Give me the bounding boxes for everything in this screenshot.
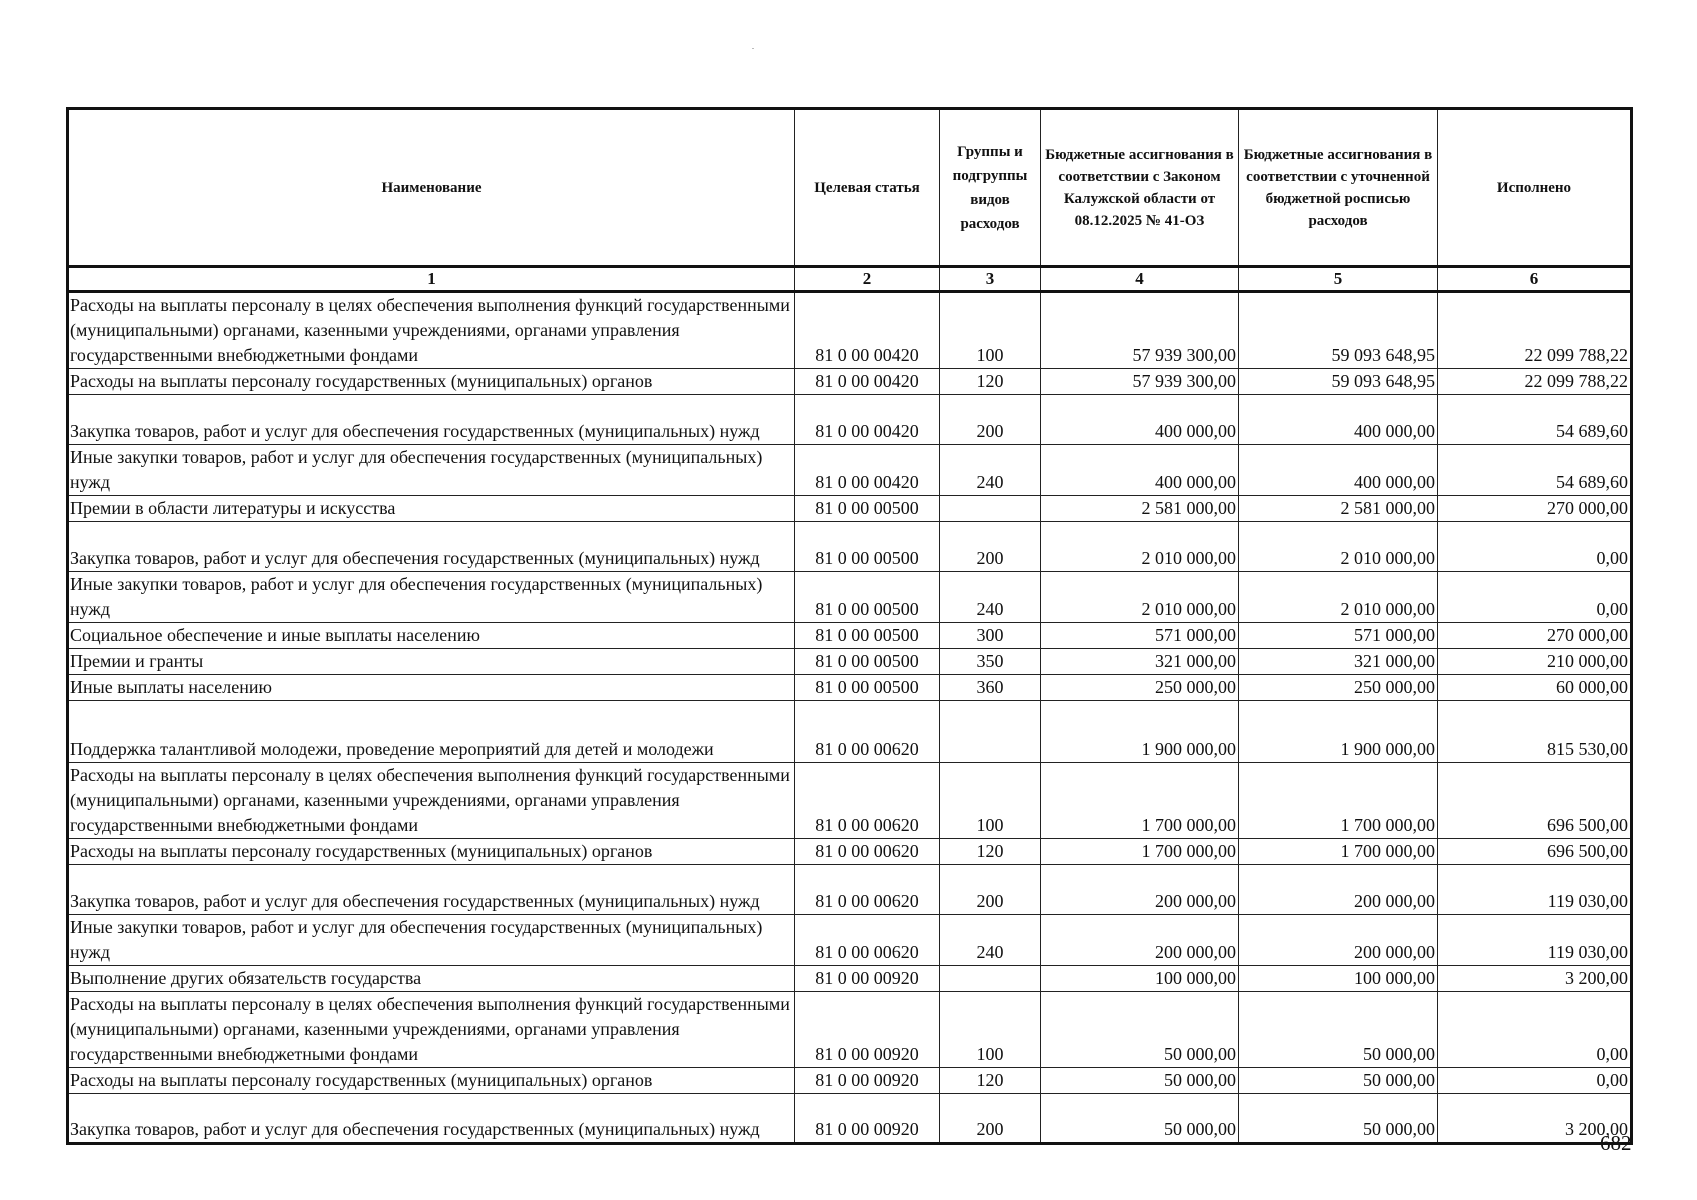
row-target-article: 81 0 00 00420 — [795, 395, 940, 445]
row-approved: 400 000,00 — [1041, 445, 1239, 496]
row-target-article: 81 0 00 00500 — [795, 675, 940, 701]
row-name: Расходы на выплаты персоналу государственных (муниципальных) органов — [68, 1068, 795, 1094]
table-row — [68, 675, 1632, 701]
row-executed: 119 030,00 — [1438, 915, 1632, 966]
row-target-article: 81 0 00 00920 — [795, 966, 940, 992]
table-row — [68, 701, 1632, 763]
row-target-article: 81 0 00 00500 — [795, 649, 940, 675]
row-expense-group: 200 — [940, 395, 1041, 445]
column-number-row — [68, 267, 1632, 292]
row-target-article: 81 0 00 00920 — [795, 1094, 940, 1144]
row-approved: 1 700 000,00 — [1041, 763, 1239, 839]
row-approved: 2 010 000,00 — [1041, 572, 1239, 623]
row-approved: 200 000,00 — [1041, 865, 1239, 915]
row-executed: 0,00 — [1438, 992, 1632, 1068]
row-name: Расходы на выплаты персоналу в целях обеспечения выполнения функций государственными (муниципальными) органами, казенными учреждениями, органами управления государственными внебюджетными фондами — [68, 992, 795, 1068]
row-approved: 2 581 000,00 — [1041, 496, 1239, 522]
table-row — [68, 369, 1632, 395]
table-row — [68, 292, 1632, 369]
row-revised: 59 093 648,95 — [1239, 292, 1438, 369]
table-row — [68, 496, 1632, 522]
table-row — [68, 992, 1632, 1068]
row-revised: 2 010 000,00 — [1239, 522, 1438, 572]
row-name: Закупка товаров, работ и услуг для обеспечения государственных (муниципальных) нужд — [68, 1094, 795, 1144]
row-name: Закупка товаров, работ и услуг для обеспечения государственных (муниципальных) нужд — [68, 395, 795, 445]
row-approved: 571 000,00 — [1041, 623, 1239, 649]
row-executed: 54 689,60 — [1438, 395, 1632, 445]
row-approved: 100 000,00 — [1041, 966, 1239, 992]
scan-mark — [752, 48, 754, 49]
row-executed: 0,00 — [1438, 572, 1632, 623]
row-name: Поддержка талантливой молодежи, проведение мероприятий для детей и молодежи — [68, 701, 795, 763]
row-executed: 60 000,00 — [1438, 675, 1632, 701]
page-number: 682 — [1600, 1131, 1632, 1155]
table-row — [68, 1094, 1632, 1144]
row-expense-group: 360 — [940, 675, 1041, 701]
table-row — [68, 915, 1632, 966]
row-executed: 696 500,00 — [1438, 763, 1632, 839]
row-revised: 321 000,00 — [1239, 649, 1438, 675]
row-name: Выполнение других обязательств государства — [68, 966, 795, 992]
row-name: Расходы на выплаты персоналу в целях обеспечения выполнения функций государственными (муниципальными) органами, казенными учреждениями, органами управления государственными внебюджетными фондами — [68, 292, 795, 369]
row-executed: 696 500,00 — [1438, 839, 1632, 865]
row-expense-group: 350 — [940, 649, 1041, 675]
row-executed: 54 689,60 — [1438, 445, 1632, 496]
row-target-article: 81 0 00 00920 — [795, 992, 940, 1068]
row-revised: 50 000,00 — [1239, 992, 1438, 1068]
row-revised: 250 000,00 — [1239, 675, 1438, 701]
row-revised: 571 000,00 — [1239, 623, 1438, 649]
row-target-article: 81 0 00 00620 — [795, 763, 940, 839]
row-revised: 2 581 000,00 — [1239, 496, 1438, 522]
row-expense-group: 120 — [940, 839, 1041, 865]
header-approved-law: Бюджетные ассигнования в соответствии с Законом Калужской области от 08.12.2025 № 41-ОЗ — [1041, 109, 1239, 267]
row-expense-group: 240 — [940, 445, 1041, 496]
row-executed: 270 000,00 — [1438, 623, 1632, 649]
row-revised: 1 900 000,00 — [1239, 701, 1438, 763]
row-target-article: 81 0 00 00620 — [795, 839, 940, 865]
row-approved: 50 000,00 — [1041, 1068, 1239, 1094]
row-revised: 200 000,00 — [1239, 865, 1438, 915]
column-number: 5 — [1239, 267, 1438, 292]
row-expense-group: 240 — [940, 915, 1041, 966]
table-row — [68, 522, 1632, 572]
row-approved: 200 000,00 — [1041, 915, 1239, 966]
row-name: Расходы на выплаты персоналу государственных (муниципальных) органов — [68, 839, 795, 865]
row-revised: 100 000,00 — [1239, 966, 1438, 992]
row-approved: 50 000,00 — [1041, 1094, 1239, 1144]
row-target-article: 81 0 00 00500 — [795, 522, 940, 572]
header-executed: Исполнено — [1438, 109, 1632, 267]
row-expense-group: 200 — [940, 522, 1041, 572]
row-expense-group: 200 — [940, 865, 1041, 915]
row-executed: 22 099 788,22 — [1438, 369, 1632, 395]
row-approved: 1 700 000,00 — [1041, 839, 1239, 865]
row-target-article: 81 0 00 00420 — [795, 292, 940, 369]
table-row — [68, 623, 1632, 649]
table-row — [68, 839, 1632, 865]
table-row — [68, 763, 1632, 839]
row-target-article: 81 0 00 00420 — [795, 445, 940, 496]
row-executed: 0,00 — [1438, 522, 1632, 572]
row-name: Закупка товаров, работ и услуг для обеспечения государственных (муниципальных) нужд — [68, 865, 795, 915]
row-executed: 815 530,00 — [1438, 701, 1632, 763]
row-revised: 50 000,00 — [1239, 1068, 1438, 1094]
column-number: 1 — [68, 267, 795, 292]
table-row — [68, 445, 1632, 496]
row-approved: 50 000,00 — [1041, 992, 1239, 1068]
row-executed: 0,00 — [1438, 1068, 1632, 1094]
header-revised-schedule: Бюджетные ассигнования в соответствии с уточненной бюджетной росписью расходов — [1239, 109, 1438, 267]
row-expense-group: 100 — [940, 292, 1041, 369]
row-target-article: 81 0 00 00620 — [795, 915, 940, 966]
table-row — [68, 649, 1632, 675]
budget-table — [66, 107, 1633, 1145]
row-name: Иные выплаты населению — [68, 675, 795, 701]
row-name: Расходы на выплаты персоналу в целях обеспечения выполнения функций государственными (муниципальными) органами, казенными учреждениями, органами управления государственными внебюджетными фондами — [68, 763, 795, 839]
row-target-article: 81 0 00 00620 — [795, 865, 940, 915]
row-target-article: 81 0 00 00620 — [795, 701, 940, 763]
row-revised: 400 000,00 — [1239, 395, 1438, 445]
row-name: Закупка товаров, работ и услуг для обеспечения государственных (муниципальных) нужд — [68, 522, 795, 572]
row-expense-group — [940, 496, 1041, 522]
column-number: 2 — [795, 267, 940, 292]
row-approved: 57 939 300,00 — [1041, 369, 1239, 395]
row-expense-group: 100 — [940, 763, 1041, 839]
row-executed: 3 200,00 — [1438, 1094, 1632, 1144]
row-name: Социальное обеспечение и иные выплаты населению — [68, 623, 795, 649]
row-executed: 3 200,00 — [1438, 966, 1632, 992]
row-executed: 22 099 788,22 — [1438, 292, 1632, 369]
row-name: Иные закупки товаров, работ и услуг для обеспечения государственных (муниципальных) нужд — [68, 915, 795, 966]
row-target-article: 81 0 00 00500 — [795, 572, 940, 623]
column-number: 6 — [1438, 267, 1632, 292]
row-expense-group: 300 — [940, 623, 1041, 649]
row-target-article: 81 0 00 00500 — [795, 496, 940, 522]
row-name: Расходы на выплаты персоналу государственных (муниципальных) органов — [68, 369, 795, 395]
row-expense-group: 240 — [940, 572, 1041, 623]
row-expense-group — [940, 966, 1041, 992]
column-number: 3 — [940, 267, 1041, 292]
header-target-article: Целевая статья — [795, 109, 940, 267]
table-row — [68, 865, 1632, 915]
header-row — [68, 109, 1632, 267]
row-name: Премии в области литературы и искусства — [68, 496, 795, 522]
row-name: Премии и гранты — [68, 649, 795, 675]
row-target-article: 81 0 00 00920 — [795, 1068, 940, 1094]
row-approved: 57 939 300,00 — [1041, 292, 1239, 369]
header-name: Наименование — [68, 109, 795, 267]
row-revised: 1 700 000,00 — [1239, 763, 1438, 839]
row-target-article: 81 0 00 00500 — [795, 623, 940, 649]
row-expense-group: 120 — [940, 1068, 1041, 1094]
row-expense-group — [940, 701, 1041, 763]
row-approved: 250 000,00 — [1041, 675, 1239, 701]
row-expense-group: 200 — [940, 1094, 1041, 1144]
row-revised: 2 010 000,00 — [1239, 572, 1438, 623]
table-row — [68, 395, 1632, 445]
row-approved: 400 000,00 — [1041, 395, 1239, 445]
row-revised: 50 000,00 — [1239, 1094, 1438, 1144]
column-number: 4 — [1041, 267, 1239, 292]
row-expense-group: 120 — [940, 369, 1041, 395]
row-name: Иные закупки товаров, работ и услуг для обеспечения государственных (муниципальных) нужд — [68, 572, 795, 623]
row-expense-group: 100 — [940, 992, 1041, 1068]
row-revised: 400 000,00 — [1239, 445, 1438, 496]
row-name: Иные закупки товаров, работ и услуг для обеспечения государственных (муниципальных) нужд — [68, 445, 795, 496]
row-approved: 321 000,00 — [1041, 649, 1239, 675]
row-revised: 200 000,00 — [1239, 915, 1438, 966]
row-executed: 119 030,00 — [1438, 865, 1632, 915]
table-row — [68, 966, 1632, 992]
row-target-article: 81 0 00 00420 — [795, 369, 940, 395]
table-row — [68, 572, 1632, 623]
table-row — [68, 1068, 1632, 1094]
row-revised: 1 700 000,00 — [1239, 839, 1438, 865]
row-approved: 1 900 000,00 — [1041, 701, 1239, 763]
header-expense-groups: Группы и подгруппы видов расходов — [940, 109, 1041, 267]
row-approved: 2 010 000,00 — [1041, 522, 1239, 572]
row-executed: 210 000,00 — [1438, 649, 1632, 675]
row-executed: 270 000,00 — [1438, 496, 1632, 522]
row-revised: 59 093 648,95 — [1239, 369, 1438, 395]
